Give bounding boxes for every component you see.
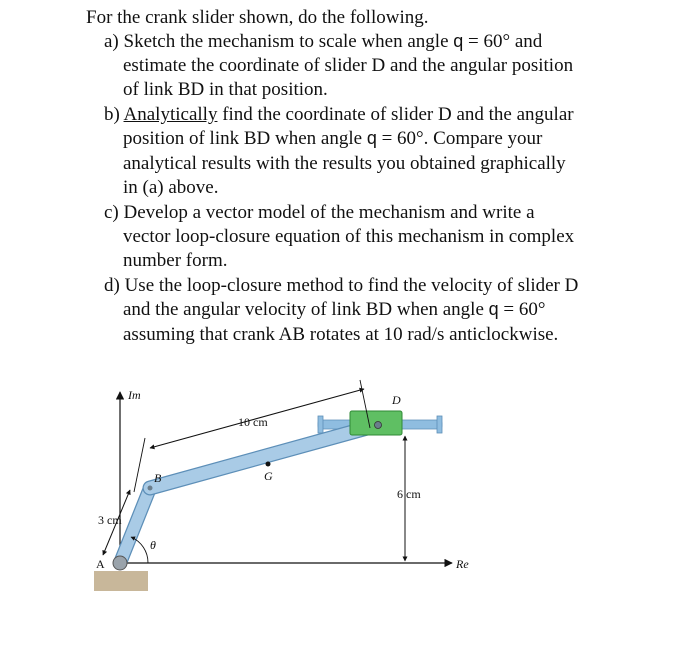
part-a-line-2: estimate the coordinate of slider D and the angular position xyxy=(123,55,574,76)
dim-ab-label: 3 cm xyxy=(98,513,122,527)
theta-symbol: q xyxy=(453,31,464,51)
part-c-line-1: c) Develop a vector model of the mechanism and write a xyxy=(104,202,535,223)
re-axis-label: Re xyxy=(456,557,469,571)
dim-bd-ext-left xyxy=(134,438,145,492)
theta-symbol: q xyxy=(488,299,499,319)
part-b-line-2-post: = 60°. Compare your xyxy=(376,128,543,149)
part-a-line-1-post: = 60° and xyxy=(463,31,543,52)
part-a-line-3: of link BD in that position. xyxy=(123,79,328,100)
part-b-line-1-rest: find the coordinate of slider D and the angular xyxy=(217,104,574,125)
part-d-line-1: d) Use the loop-closure method to find the velocity of slider D xyxy=(104,275,579,296)
part-d-line-2-post: = 60° xyxy=(498,299,546,320)
part-c-line-3: number form. xyxy=(123,250,228,271)
part-d-line-3: assuming that crank AB rotates at 10 rad/s anticlockwise. xyxy=(123,324,559,345)
point-b-label: B xyxy=(154,471,162,485)
part-b-line-2-pre: position of link BD when angle xyxy=(123,128,367,149)
theta-symbol: q xyxy=(366,128,377,148)
part-c-line-2: vector loop-closure equation of this mechanism in complex xyxy=(123,226,575,247)
dim-bd-label: 10 cm xyxy=(238,415,268,429)
rail-cap-right xyxy=(437,416,442,433)
theta-label: θ xyxy=(150,538,156,552)
pin-a xyxy=(113,556,127,570)
part-a-line-1-pre: a) Sketch the mechanism to scale when angle xyxy=(104,31,454,52)
part-b-underlined-word: Analytically xyxy=(123,104,218,125)
problem-intro: For the crank slider shown, do the following. xyxy=(86,7,429,28)
point-g-label: G xyxy=(264,469,273,483)
im-axis-label: Im xyxy=(128,388,141,402)
pin-b xyxy=(148,486,153,491)
ground-block xyxy=(94,571,148,591)
part-b-line-3: analytical results with the results you obtained graphically xyxy=(123,153,566,174)
point-a-label: A xyxy=(96,557,105,571)
part-b-line-4: in (a) above. xyxy=(123,177,219,198)
rail-cap-left xyxy=(318,416,323,433)
dim-offset-label: 6 cm xyxy=(397,487,421,501)
pin-d xyxy=(375,422,382,429)
part-b-prefix: b) xyxy=(104,104,124,125)
centre-g xyxy=(266,462,271,467)
part-d-line-2-pre: and the angular velocity of link BD when angle xyxy=(123,299,489,320)
point-d-label: D xyxy=(392,393,401,407)
